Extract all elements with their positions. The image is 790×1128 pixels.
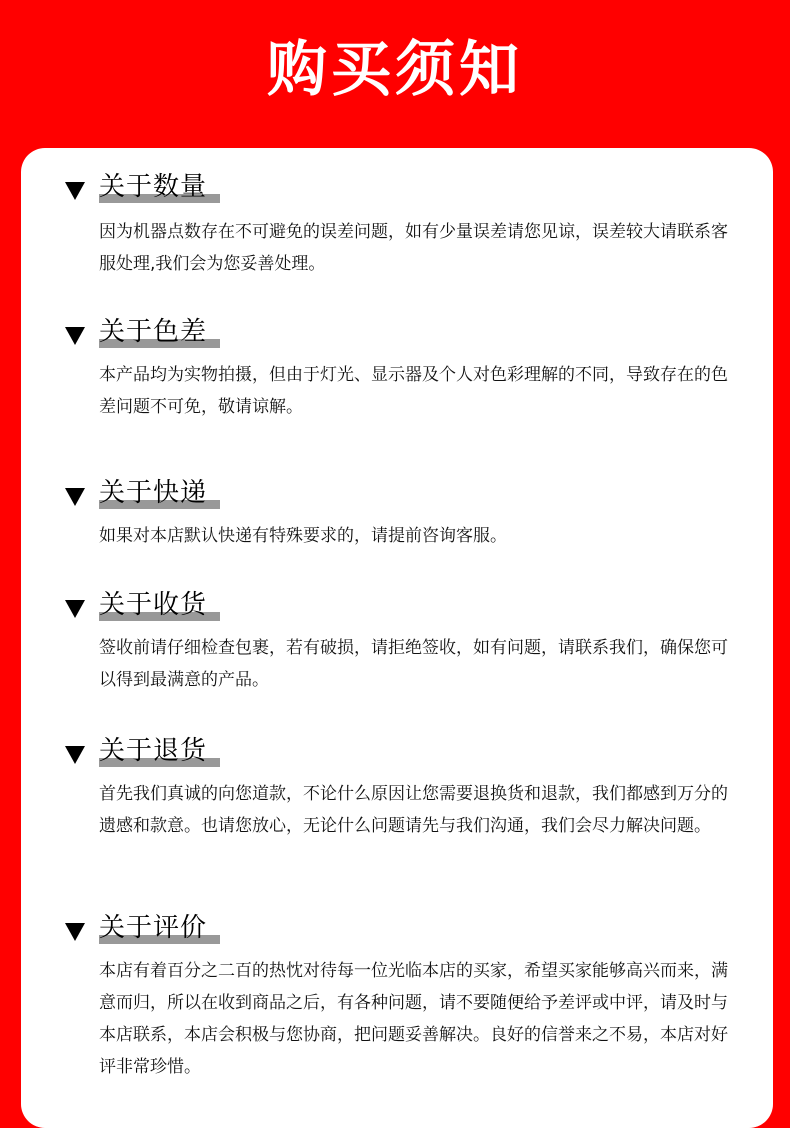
section-body: 签收前请仔细检查包裹，若有破损，请拒绝签收，如有问题，请联系我们，确保您可以得到最满意的产品。: [99, 638, 728, 690]
triangle-down-icon: [65, 600, 85, 618]
triangle-down-icon: [65, 746, 85, 764]
section-heading-text: 关于快递: [99, 478, 208, 508]
triangle-down-icon: [65, 488, 85, 506]
section-heading-text: 关于评价: [99, 913, 208, 943]
triangle-down-icon: [65, 182, 85, 200]
section-heading-text: 关于数量: [99, 172, 208, 202]
section-body: 如果对本店默认快递有特殊要求的，请提前咨询客服。: [99, 526, 507, 546]
page-title: 购买须知: [267, 35, 523, 105]
section-body: 因为机器点数存在不可避免的误差问题，如有少量误差请您见谅，误差较大请联系客服处理,我们会为您妥善处理。: [99, 222, 728, 274]
section-heading-text: 关于退货: [99, 736, 208, 766]
triangle-down-icon: [65, 327, 85, 345]
triangle-down-icon: [65, 923, 85, 941]
section-heading-text: 关于收货: [99, 590, 208, 620]
section-body: 本店有着百分之二百的热忱对待每一位光临本店的买家，希望买家能够高兴而来，满意而归，所以在收到商品之后，有各种问题，请不要随便给予差评或中评，请及时与本店联系，本店会积极与您协商，把问题妥善解决。良好的信誉来之不易，本店对好评非常珍惜。: [99, 961, 728, 1077]
section-body: 首先我们真诚的向您道款，不论什么原因让您需要退换货和退款，我们都感到万分的遗感和款意。也请您放心，无论什么问题请先与我们沟通，我们会尽力解决问题。: [99, 784, 728, 836]
notice-card: [21, 148, 773, 1128]
section-heading-text: 关于色差: [99, 317, 208, 347]
section-body: 本产品均为实物拍摄，但由于灯光、显示器及个人对色彩理解的不同，导致存在的色差问题不可免，敬请谅解。: [99, 365, 728, 417]
